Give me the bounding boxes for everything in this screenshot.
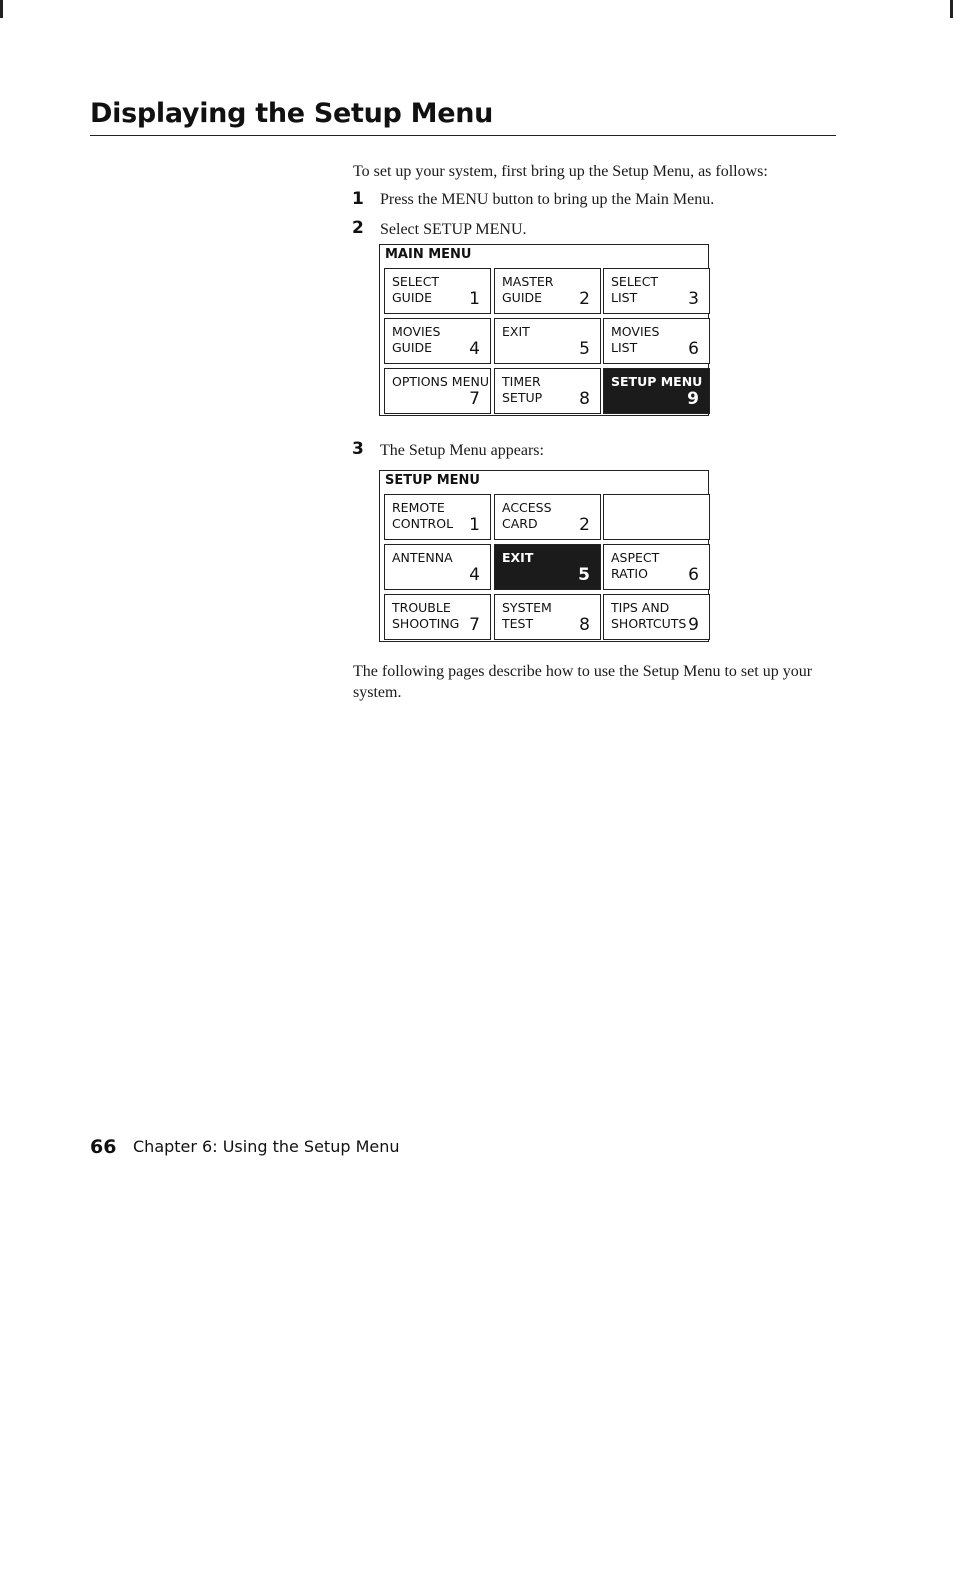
menu-item-label: MOVIES GUIDE	[392, 324, 441, 355]
main-menu-title: MAIN MENU	[385, 247, 472, 262]
menu-item-number: 1	[469, 515, 480, 535]
closing-paragraph: The following pages describe how to use the Setup Menu to set up your system.	[353, 663, 813, 701]
menu-item-number: 1	[469, 289, 480, 309]
menu-item-label: SYSTEM TEST	[502, 600, 552, 631]
setup-menu-item-6	[603, 544, 710, 590]
setup-menu-item-3	[603, 494, 710, 540]
setup-menu-item-7	[384, 594, 491, 640]
setup-menu-item-2	[494, 494, 601, 540]
menu-item-number: 2	[579, 289, 590, 309]
menu-item-number: 9	[687, 389, 699, 409]
menu-item-label: OPTIONS MENU	[392, 374, 489, 389]
main-menu-item-6	[603, 318, 710, 364]
menu-item-number: 6	[688, 339, 699, 359]
main-menu-item-8	[494, 368, 601, 414]
setup-menu-title: SETUP MENU	[385, 473, 480, 488]
menu-item-label: EXIT	[502, 550, 534, 565]
menu-item-number: 4	[469, 339, 480, 359]
menu-item-number: 4	[469, 565, 480, 585]
setup-menu-item-8	[494, 594, 601, 640]
menu-item-number: 7	[469, 615, 480, 635]
menu-item-number: 6	[688, 565, 699, 585]
menu-item-number: 3	[688, 289, 699, 309]
heading-rule	[90, 135, 836, 136]
main-menu-item-5	[494, 318, 601, 364]
menu-item-number: 8	[579, 615, 590, 635]
setup-menu-item-9	[603, 594, 710, 640]
menu-item-label: MASTER GUIDE	[502, 274, 554, 305]
main-menu-item-3	[603, 268, 710, 314]
setup-menu-item-4	[384, 544, 491, 590]
menu-item-label: MOVIES LIST	[611, 324, 660, 355]
menu-item-label: ANTENNA	[392, 550, 453, 565]
step-3-text: The Setup Menu appears:	[380, 442, 544, 459]
menu-item-label: TIPS AND SHORTCUTS	[611, 600, 687, 631]
page-number: 66	[90, 1136, 117, 1158]
menu-item-number: 2	[579, 515, 590, 535]
page-heading: Displaying the Setup Menu	[90, 98, 494, 129]
setup-menu-item-1	[384, 494, 491, 540]
menu-item-label: REMOTE CONTROL	[392, 500, 454, 531]
menu-item-number: 5	[578, 565, 590, 585]
intro-paragraph: To set up your system, first bring up the Setup Menu, as follows:	[353, 163, 768, 180]
footer-chapter-title: Chapter 6: Using the Setup Menu	[133, 1137, 400, 1156]
step-2-number: 2	[352, 218, 364, 238]
menu-item-label: TROUBLE SHOOTING	[392, 600, 460, 631]
menu-item-number: 5	[579, 339, 590, 359]
menu-item-label: SELECT GUIDE	[392, 274, 440, 305]
menu-item-label: ACCESS CARD	[502, 500, 552, 531]
main-menu-item-7	[384, 368, 491, 414]
menu-item-label: SELECT LIST	[611, 274, 659, 305]
main-menu-item-1	[384, 268, 491, 314]
main-menu-item-4	[384, 318, 491, 364]
setup-menu-item-5	[494, 544, 601, 590]
step-1-text: Press the MENU button to bring up the Main Menu.	[380, 191, 715, 208]
menu-item-label: ASPECT RATIO	[611, 550, 660, 581]
menu-item-number: 8	[579, 389, 590, 409]
step-3-number: 3	[352, 439, 364, 459]
menu-item-number: 9	[688, 615, 699, 635]
main-menu-item-2	[494, 268, 601, 314]
menu-item-label: EXIT	[502, 324, 530, 339]
step-1-number: 1	[352, 189, 364, 209]
setup-menu-diagram	[379, 470, 709, 642]
scan-edge-mark-right	[950, 0, 953, 18]
scan-edge-mark-left	[0, 0, 3, 18]
menu-item-label: SETUP MENU	[611, 374, 703, 389]
menu-item-label: TIMER SETUP	[502, 374, 543, 405]
step-2-text: Select SETUP MENU.	[380, 221, 527, 238]
main-menu-item-9	[603, 368, 710, 414]
main-menu-diagram	[379, 244, 709, 416]
menu-item-number: 7	[469, 389, 480, 409]
